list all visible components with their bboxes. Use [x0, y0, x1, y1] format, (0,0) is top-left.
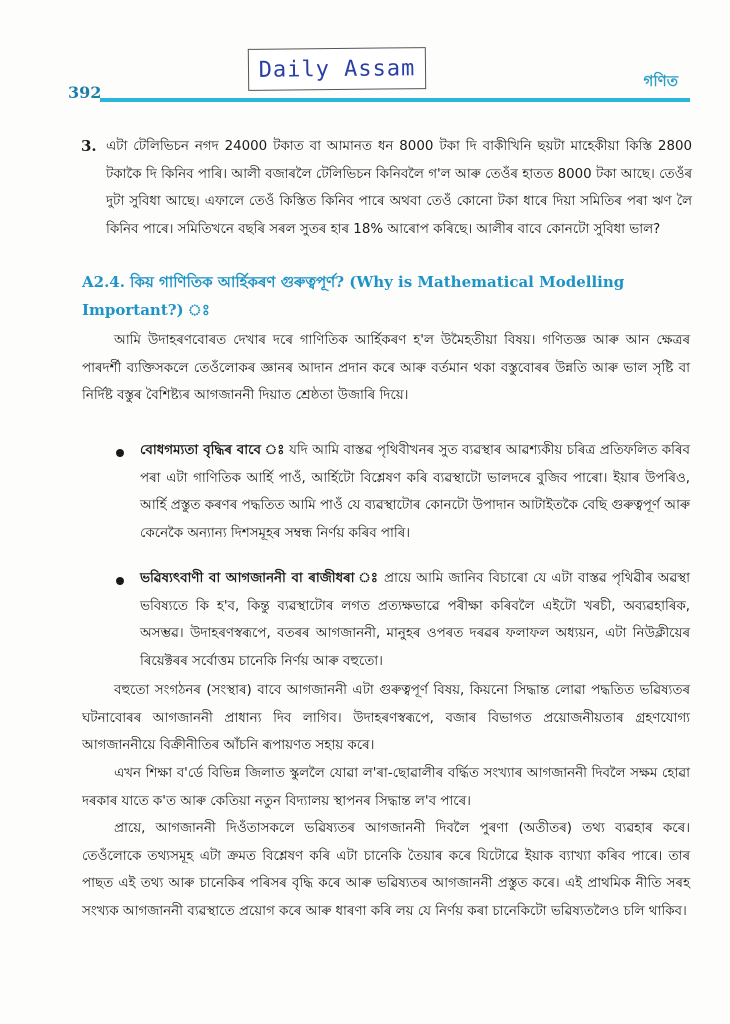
paragraph-organizations: বহুতো সংগঠনৰ (সংস্থাৰ) বাবে আগজাননী এটা গুৰুত্বপূৰ্ণ বিষয়, কিয়নো সিদ্ধান্ত লোৱা পদ্ধতিত ভৱিষ্যতৰ ঘটনাবোৰৰ আগজাননী প্ৰাধান্য দিব লাগিব। উদাহৰণস্বৰূপে, বজাৰ বিভাগত প্ৰয়োজনীয়তাৰ গ্ৰহণযোগ্য আগজাননীয়ে বিক্ৰীনীতিৰ আঁচনি ৰূপায়ণত সহায় কৰে।	[82, 683, 690, 753]
bullet-lead: ভৱিষ্যৎবাণী বা আগজাননী বা ৰাজীধৰা ঃ	[140, 571, 379, 586]
page-number: 392	[68, 83, 102, 102]
intro-paragraph: আমি উদাহৰণবোৰত দেখাৰ দৰে গাণিতিক আৰ্হিকৰণ হ'ল উমৈহতীয়া বিষয়। গণিতজ্ঞ আৰু আন ক্ষেত্ৰৰ পাৰদৰ্শী ব্যক্তিসকলে তেওঁলোকৰ জ্ঞানৰ আদান প্ৰদান কৰে আৰু বৰ্তমান থকা বস্তুবোৰৰ উন্নতি আৰু ভাল সৃষ্টি বা নিৰ্দিষ্ট বস্তুৰ বৈশিষ্ট্যৰ আগজাননী দিয়াত শ্ৰেষ্ঠতা উজাৰি দিয়ে।	[82, 333, 690, 403]
section-heading: A2.4. কিয় গাণিতিক আৰ্হিকৰণ গুৰুত্বপূৰ্ণ? (Why is Mathematical Modelling Important?) ঃ	[82, 273, 625, 319]
bullet-text: প্ৰায়ে আমি জানিব বিচাৰো যে এটা বাস্তৱ পৃথিৱীৰ অৱস্থা ভবিষ্যতে কি হ'ব, কিন্তু ব্যৱস্থাটোৰ লগত প্ৰত্যক্ষভাৱে পৰীক্ষা কৰিবলৈ এইটো খৰচী, অব্যৱহাৰিক, অসম্ভৱ। উদাহৰণস্বৰূপে, বতৰৰ আগজাননী, মানুহৰ ওপৰত দৰৱৰ ফলাফল অধ্যয়ন, এটা নিউক্লীয়েৰ ৰিয়েক্টৰৰ সৰ্বোত্তম চানেকি নিৰ্ণয় আৰু বহুতো।	[140, 571, 690, 669]
paragraph-forecasting: প্ৰায়ে, আগজাননী দিওঁতাসকলে ভৱিষ্যতৰ আগজাননী দিবলৈ পুৰণা (অতীতৰ) তথ্য ব্যৱহাৰ কৰে। তেওঁলোকে তথ্যসমূহ এটা ক্ৰমত বিশ্লেষণ কৰি এটা চানেকি তৈয়াৰ কৰে যিটোৱে ইয়াক ব্যাখ্যা কৰিব পাৰে। তাৰ পাছত এই তথ্য আৰু চানেকিৰ পৰিসৰ বৃদ্ধি কৰে আৰু ভৱিষ্যতৰ আগজাননী প্ৰস্তুত কৰে। এই প্ৰাথমিক নীতি সৰহ সংখ্যক আগজাননী ব্যৱস্থাতে প্ৰয়োগ কৰে আৰু ধাৰণা কৰি লয় যে নিৰ্ণয় কৰা চানেকিটো ভৱিষ্যতলৈও চলি থাকিব।	[82, 821, 690, 919]
bullet-understanding	[140, 437, 690, 547]
bullet-dot	[116, 577, 124, 585]
bullet-dot	[116, 449, 124, 457]
bullet-text: যদি আমি বাস্তৱ পৃথিবীখনৰ সুত ব্যৱস্থাৰ আৱশ্যকীয় চৰিত্ৰ প্ৰতিফলিত কৰিব পৰা এটা গাণিতিক আৰ্হি পাওঁ, আৰ্হিটো বিশ্লেষণ কৰি ব্যৱস্থাটো ভালদৰে বুজিব পাৰো। ইয়াৰ উপৰিও, আৰ্হি প্ৰস্তুত কৰণৰ পদ্ধতিত আমি পাওঁ যে ব্যৱস্থাটোৰ কোনটো উপাদান আটাইতকৈ বেছি গুৰুত্বপূৰ্ণ আৰু কেনেকৈ অন্যান্য দিশসমূহৰ সম্বন্ধ নিৰ্ণয় কৰিব পাৰি।	[140, 443, 690, 541]
header-rule	[100, 98, 690, 102]
question-text: এটা টেলিভিচন নগদ 24000 টকাত বা আমানত ধন 8000 টকা দি বাকীখিনি ছয়টা মাহেকীয়া কিস্তি 2800 টকাকৈ দি কিনিব পাৰি। আলী বজাৰলৈ টেলিভিচন কিনিবলৈ গ'ল আৰু তেওঁৰ হাতত 8000 টকা আছে। তেওঁৰ দুটা সুবিধা আছে। এফালে তেওঁ কিস্তিত কিনিব পাৰে অথবা তেওঁ কোনো টকা ধাৰে দিয়া সমিতিৰ পৰা ঋণ লৈ কিনিব পাৰে। সমিতিখনে বছৰি সৰল সুতৰ হাৰ 18% আৰোপ কৰিছে। আলীৰ বাবে কোনটো সুবিধা ভাল?	[106, 139, 692, 237]
bullet-prediction	[140, 565, 690, 675]
question-3	[82, 133, 692, 243]
question-number: 3.	[81, 137, 97, 155]
bullet-lead: বোধগম্যতা বৃদ্ধিৰ বাবে ঃ	[140, 443, 285, 458]
watermark-stamp: Daily Assam	[248, 47, 426, 91]
running-header-title: গণিত	[643, 72, 678, 90]
paragraph-education-board: এখন শিক্ষা ব'ৰ্ডে বিভিন্ন জিলাত স্কুললৈ যোৱা ল'ৰা-ছোৱালীৰ বৰ্দ্ধিত সংখ্যাৰ আগজাননী দিবলৈ সক্ষম হোৱা দৰকাৰ যাতে ক'ত আৰু কেতিয়া নতুন বিদ্যালয় স্থাপনৰ সিদ্ধান্ত ল'ব পাৰে।	[82, 766, 690, 809]
